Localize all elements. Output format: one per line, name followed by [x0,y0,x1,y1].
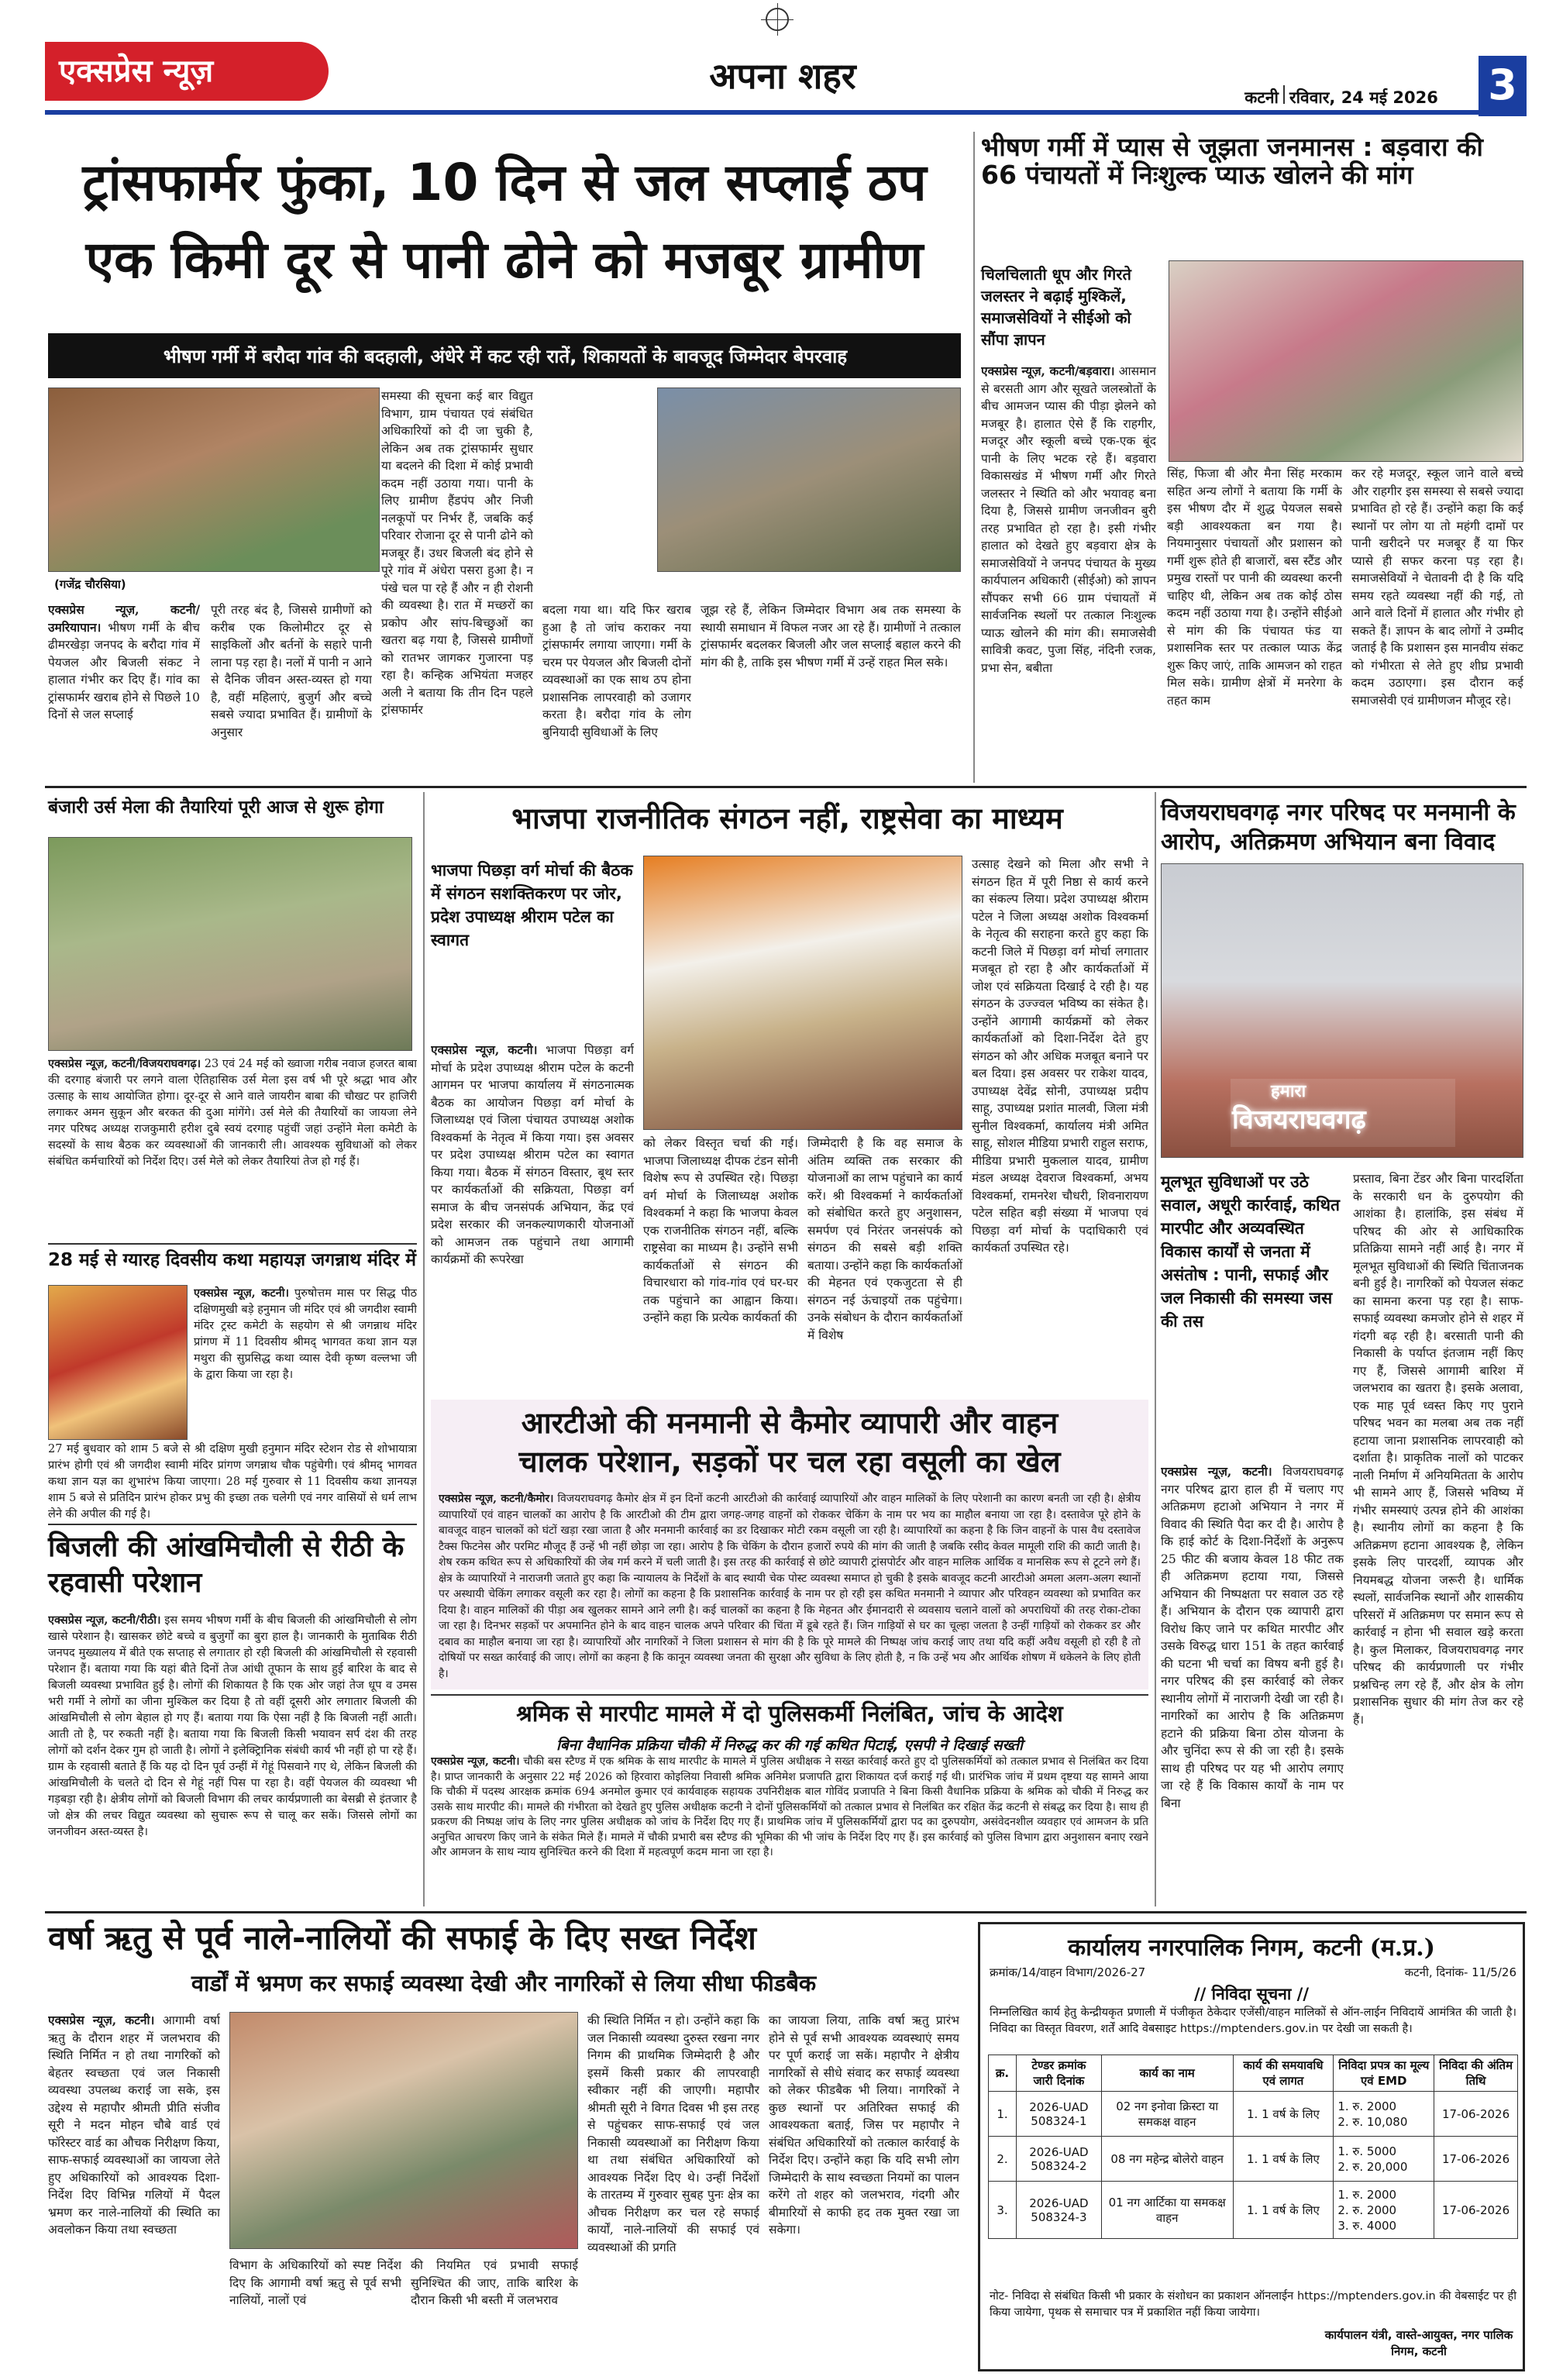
shramik-sub: बिना वैधानिक प्रक्रिया चौकी में निरुद्ध कर की गई कथित पिटाई, एसपी ने दिखाई सख्ती [556,1737,1023,1754]
masthead-rule [45,110,1527,115]
rto-body: विजयराघवगढ़ कैमोर क्षेत्र में इन दिनों कटनी आरटीओ की कार्रवाई व्यापारियों और वाहन मालिकों के लिए परेशानी का कारण बनती जा रही है। क्षेत्रीय व्यापारियों एवं वाहन चालकों का आरोप है कि आरटीओ की टीम द्वारा जगह-जगह वाहनों को रोककर चेकिंग के नाम पर भय का माहौल बनाया जा रहा है। दस्तावेज पूरे होने के बावजूद वाहन चालकों को घंटों खड़ा रखा जाता है और मनमानी कार्रवाई का डर दिखाकर मोटी रकम वसूली जा रही है। व्यापारियों का कहना है कि जिन वाहनों के पास वैध दस्तावेज टैक्स फिटनेस और परमिट मौजूद हैं उन्हें भी नहीं छोड़ा जा रहा। आरोप है कि चेकिंग के दौरान हजारों रुपये की मांग की जाती है जबकि रसीद केवल मामूली राशि की काटी जाती है। शेष रकम कथित रूप से अधिकारियों की जेब गर्म करने में चली जाती है। इस तरह की कार्रवाई से छोटे व्यापारी ट्रांसपोर्टर और वाहन मालिक आर्थिक व मानसिक रूप से टूटने लगे हैं। क्षेत्र के व्यापारियों ने नाराजगी जताते हुए कहा कि न्यायालय के निर्देशों के बाद स्थायी चेक पोस्ट व्यवस्था समाप्त हो चुकी है इसके बावजूद कटनी आरटीओ अमला अलग-अलग स्थानों पर अस्थायी चेकिंग लगाकर वसूली कर रहा है। लोगों का कहना है कि प्रशासनिक कार्रवाई के नाम पर हो रही इस कथित मनमानी ने व्यापार और परिवहन व्यवस्था को प्रभावित कर दिया है। वाहन मालिकों की पीड़ा अब खुलकर सामने आने लगी है। कई चालकों का कहना है कि मेहनत और ईमानदारी से व्यवसाय चलाने वालों को अपराधियों की तरह रोका-टोका जा रहा है। दिनभर सड़कों पर अपमानित होने के बाद वाहन चालक अपने परिवार की चिंता में डूबे रहते हैं। जिन गाड़ियों से घर का चूल्हा जलता है उन्हीं गाड़ियों को रोककर डर और दबाव का माहौल बनाया जा रहा है। व्यापारियों और नागरिकों ने जिला प्रशासन से मांग की है कि पूरे मामले की निष्पक्ष जांच कराई जाए तथा यदि कहीं अवैध वसूली हो रही है तो दोषियों पर सख्त कार्रवाई की जाए। लोगों का कहना है कि कानून व्यवस्था जनता की सुरक्षा और सुविधा के लिए होती है, न कि उन्हें भय और आर्थिक शोषण में धकेलने के लिए होती है। [439,1493,1141,1680]
rto-headline-2: चालक परेशान, सड़कों पर चल रहा वसूली का खेल [518,1445,1061,1479]
badwara-body-col2: सिंह, फिजा बी और मैना सिंह मरकाम सहित अन्य लोगों ने बताया कि गर्मी के इस भीषण दौर में शुद्ध पेयजल सबसे बड़ी आवश्यकता बन गया है। नियमानुसार पंचायतों और प्रशासन को गर्मी शुरू होते ही बाजारों, बस स्टैंड और प्रमुख रास्तों पर पानी की व्यवस्था करनी चाहिए थी, लेकिन अब तक कोई ठोस कदम नहीं उठाया गया है। उन्होंने सीईओ से मांग की कि पंचायत फंड या प्रशासनिक स्तर पर तत्काल प्याऊ केंद्र शुरू किए जाएं, ताकि आमजन को राहत मिल सके। ग्रामीण क्षेत्रों में मनरेगा के तहत काम [1167,467,1342,708]
badwara-headline: भीषण गर्मी में प्यास से जूझता जनमानस : बड़वारा की 66 पंचायतों में निःशुल्क प्याऊ खोलने की मांग [981,132,1483,190]
badwara-body-col3: कर रहे मजदूर, स्कूल जाने वाले बच्चे और राहगीर इस समस्या से सबसे ज्यादा प्रभावित हो रहे हैं। उन्होंने कहा कि कई स्थानों पर लोग या तो महंगी दामों पर पानी खरीदने पर मजबूर हैं या फिर प्यासे ही सफर करना पड़ रहा है। समाजसेवियों ने चेतावनी दी है कि यदि समय रहते व्यवस्था नहीं की गई, तो आने वाले दिनों में हालात और गंभीर हो सकते हैं। ज्ञापन के बाद लोगों ने उम्मीद जताई है कि प्रशासन इस मानवीय संकट को गंभीरता से लेते हुए शीघ्र प्रभावी कदम उठाएगा। इस दौरान कई समाजसेवी एवं ग्रामीणजन मौजूद रहे। [1351,467,1523,708]
lead-body-col4: बदला गया था। यदि फिर खराब हुआ है तो जांच कराकर नया ट्रांसफार्मर लगाया जाएगा। गर्मी के चरम पर पेयजल और बिजली दोनों व्यवस्थाओं का एक साथ ठप होना प्रशासनिक लापरवाही को उजागर करता है। बरौदा गांव के लोग बुनियादी सुविधाओं के लिए [542,603,691,739]
cell-period: 1. 1 वर्ष के लिए [1233,2137,1334,2182]
tender-notice [978,1922,1525,2371]
lead-photo-credit: (गजेंद्र चौरसिया) [54,577,126,591]
cell-tender: 2026-UAD 508324-2 [1016,2137,1101,2182]
nale-body-col3: की स्थिति निर्मित न हो। उन्होंने कहा कि जल निकासी व्यवस्था दुरुस्त रखना नगर निगम की प्राथमिक जिम्मेदारी है और इसमें किसी प्रकार की लापरवाही स्वीकार नहीं की जाएगी। महापौर श्रीमती सूरी ने विगत दिवस भी इस तरह से पहुंचकर साफ-सफाई एवं जल निकासी व्यवस्थाओं का निरीक्षण किया था तथा संबंधित अधिकारियों को आवश्यक निर्देश दिए थे। उन्हीं निर्देशों के तारतम्य में गुरुवार सुबह पुनः क्षेत्र का औचक निरीक्षण कर चल रहे सफाई कार्यों, नाले-नालियों की सफाई एवं व्यवस्थाओं की प्रगति [587,2013,759,2254]
section-title: अपना शहर [709,55,856,97]
shramik-dateline: एक्सप्रेस न्यूज़, कटनी। [431,1755,520,1768]
cell-no: 3. [989,2182,1017,2239]
cell-fee: 1. रु. 2000 2. रु. 10,080 [1334,2092,1434,2137]
vijay-dateline: एक्सप्रेस न्यूज़, कटनी। [1161,1464,1272,1479]
bjp-body-col1: भाजपा पिछड़ा वर्ग मोर्चा के प्रदेश उपाध्यक्ष श्रीराम पटेल के कटनी आगमन पर भाजपा कार्यालय में संगठनात्मक बैठक का आयोजन पिछड़ा वर्ग मोर्चा के जिलाध्यक्ष एवं जिला पंचायत उपाध्यक्ष अशोक विश्वकर्मा के नेतृत्व में किया गया। इस अवसर पर प्रदेश उपाध्यक्ष श्रीराम पटेल का स्वागत किया गया। बैठक में संगठन विस्तार, बूथ स्तर पर कार्यकर्ताओं की सक्रियता, पिछड़ा वर्ग समाज के बीच जनसंपर्क अभियान, केंद्र एवं प्रदेश सरकार की जनकल्याणकारी योजनाओं को आमजन तक पहुंचाने तथा आगामी कार्यक्रमों की रूपरेखा [431,1043,634,1266]
masthead [0,0,1556,116]
bjp-body-col3: जिम्मेदारी है कि वह समाज के अंतिम व्यक्ति तक सरकार की योजनाओं का लाभ पहुंचाने का कार्य करें। श्री विश्वकर्मा ने कार्यकर्ताओं को संबोधित करते हुए अनुशासन, समर्पण एवं निरंतर जनसंपर्क को संगठन की सबसे बड़ी शक्ति बताया। उन्होंने कहा कि कार्यकर्ताओं की मेहनत एवं एकजुटता से ही संगठन नई ऊंचाइयों तक पहुंचेगा। उनके संबोधन के दौरान कार्यकर्ताओं में विशेष [807,1136,962,1342]
bjp-sub: भाजपा पिछड़ा वर्ग मोर्चा की बैठक में संगठन सशक्तिकरण पर जोर, प्रदेश उपाध्यक्ष श्रीराम पटेल का स्वागत [431,861,633,949]
banjari-dateline: एक्सप्रेस न्यूज़, कटनी/विजयराघवगढ़। [48,1057,201,1070]
tender-intro: निम्नलिखित कार्य हेतु केन्द्रीयकृत प्रणाली में पंजीकृत ठेकेदार एजेंसी/वाहन मालिकों से ऑन-लाईन निविदायें आमंत्रित की जाती है। निविदा का विस्तृत विवरण, शर्तें आदि वेबसाइट https://mptenders.gov.in पर देखी जा सकती है। [990,2006,1516,2035]
shramik-body: चौकी बस स्टैण्ड में एक श्रमिक के साथ मारपीट के मामले में पुलिस अधीक्षक ने सख्त कार्रवाई करते हुए दो पुलिसकर्मियों को तत्काल प्रभाव से निलंबित कर दिया है। प्राप्त जानकारी के अनुसार 22 मई 2026 को हिरवारा कोइलिया निवासी श्रमिक अनिमेश प्रजापति द्वारा शिकायत दर्ज कराई गई थी। प्रारंभिक जांच में प्रथम दृष्टया यह सामने आया कि चौकी में पदस्थ आरक्षक क्रमांक 694 अनमोल कुमार एवं कार्यवाहक सहायक उपनिरीक्षक बाल गोविंद प्रजापति ने बिना किसी वैधानिक प्रक्रिया के श्रमिक को चौकी में निरुद्ध कर उसके साथ मारपीट की। मामले की गंभीरता को देखते हुए पुलिस अधीक्षक कटनी ने दोनों पुलिसकर्मियों को तत्काल प्रभाव से निलंबित कर रक्षित केंद्र कटनी से संबद्ध कर दिया है। साथ ही प्रकरण की निष्पक्ष जांच के लिए नगर पुलिस अधीक्षक को जांच के निर्देश दिए गए हैं। प्राथमिक जांच में पुलिसकर्मियों द्वारा पद का दुरुपयोग, असंवेदनशील व्यवहार एवं आमजन के प्रति अनुचित आचरण किए जाने के संकेत मिले हैं। मामले में चौकी प्रभारी बस स्टैण्ड की भूमिका की भी जांच के निर्देश दिए गए हैं। इस कार्रवाई को पुलिस विभाग द्वारा अनुशासन बनाए रखने और आमजन के साथ न्याय सुनिश्चित करने की दिशा में महत्वपूर्ण कदम माना जा रहा है। [431,1755,1148,1858]
masthead-city: कटनी [1244,88,1279,107]
rto-dateline: एक्सप्रेस न्यूज़, कटनी/कैमोर। [439,1493,554,1505]
col-header: निविदा की अंतिम तिथि [1434,2055,1518,2092]
vijay-body-col2: प्रस्ताव, बिना टेंडर और बिना पारदर्शिता के सरकारी धन के दुरुपयोग की आशंका है। हालांकि, इस संबंध में परिषद की ओर से आधिकारिक प्रतिक्रिया सामने नहीं आई है। नगर में मूलभूत सुविधाओं की स्थिति चिंताजनक बनी हुई है। नागरिकों को पेयजल संकट का सामना करना पड़ रहा है। साफ-सफाई व्यवस्था कमजोर होने से शहर में गंदगी बढ़ रही है। बरसाती पानी की निकासी के पर्याप्त इंतजाम नहीं किए गए हैं, जिससे आगामी बारिश में जलभराव का खतरा है। इसके अलावा, एक माह पूर्व ध्वस्त किए गए पुराने परिषद भवन का मलबा अब तक नहीं हटाया जाना प्रशासनिक लापरवाही को दर्शाता है। प्राकृतिक नालों को पाटकर नाली निर्माण में अनियमितता के आरोप भी सामने आए हैं, जिससे भविष्य में गंभीर समस्याएं उत्पन्न होने की आशंका है। स्थानीय लोगों का कहना है कि अतिक्रमण हटाना आवश्यक है, लेकिन इसके लिए पारदर्शी, व्यापक और नियमबद्ध योजना जरूरी है। धार्मिक स्थलों, सार्वजनिक स्थानों और शासकीय परिसरों में अतिक्रमण पर समान रूप से कार्रवाई न होना भी सवाल खड़े करता है। कुल मिलाकर, विजयराघवगढ़ नगर परिषद की कार्यप्रणाली पर गंभीर प्रश्नचिन्ह लग रहे हैं, और क्षेत्र के लोग प्रशासनिक सुधार की मांग तेज कर रहे हैं। [1353,1172,1523,1727]
page-number: 3 [1488,60,1517,109]
tender-table [988,2055,1518,2239]
bijli-body: इस समय भीषण गर्मी के बीच बिजली की आंखमिचौली से लोग खासे परेशान है। खासकर छोटे बच्चे व बुजुर्गों का बुरा हाल है। जानकारी के मुताबिक रीठी जनपद मुख्यालय में बीते एक सप्ताह से लगातार हो रही बिजली की आंखमिचौली से रहवासी परेशान हैं। बताया गया कि यहां बीते दिनों तेज आंधी तूफान के साथ हुई बारिश के बाद से बिजली व्यवस्था प्रभावित हुई है। लोगों की शिकायत है कि एक ओर जहां तेज धूप व उमस भरी गर्मी ने लोगों का जीना मुश्किल कर दिया है तो वहीं दूसरी ओर लगातार बिजली की आंखमिचौली से लोग बेहाल हो गए हैं। बताया गया कि ऐसा नहीं है कि बिजली नहीं आती। आती तो है, पर रुकती नहीं है। बताया गया कि बिजली किसी भयावन सर्प दंश की तरह लोगों को दर्शन देकर गुम हो जाती है। लोगों ने इलेक्ट्रिानिक संबंधी कार्य भी नहीं हो पा रहे हैं। ग्राम के रहवासी बताते हैं कि यह दो दिन पूर्व उन्हीं में गेहूं पिसवाने गए थे, लेकिन बिजली की आंखमिचौली के चलते दो दिन से गेहूं नहीं पिस पा रहा है। वहीं पेयजल की व्यवस्था भी गड़बड़ा रही है। क्षेत्रीय लोगों को बिजली विभाग की लचर कार्यप्रणाली का बेसब्री से इंतजार है जो क्षेत्र की लचर विद्युत व्यवस्था को सुचारू रूप से चालू कर सकें। जिससे लोगों का जनजीवन अस्त-व्यस्त है। [48,1614,417,1838]
bjp-headline: भाजपा राजनीतिक संगठन नहीं, राष्ट्रसेवा का माध्यम [511,801,1063,835]
tender-ref-left: क्रमांक/14/वाहन विभाग/2026-27 [990,1965,1146,1979]
katha-photo [48,1285,188,1440]
katha-dateline: एक्सप्रेस न्यूज़, कटनी। [194,1286,289,1300]
lead-photo-2 [657,387,961,572]
lead-headline-1: ट्रांसफार्मर फुंका, 10 दिन से जल सप्लाई ठप [82,153,927,212]
nale-body-col4: का जायजा लिया, ताकि वर्षा ऋतु प्रारंभ होने से पूर्व सभी आवश्यक व्यवस्थाएं समय पर पूर्ण कराई जा सकें। महापौर ने क्षेत्रीय नागरिकों से सीधे संवाद कर सफाई व्यवस्था को लेकर फीडबैक भी लिया। नागरिकों ने कुछ स्थानों पर अतिरिक्त सफाई की आवश्यकता बताई, जिस पर महापौर ने संबंधित अधिकारियों को तत्काल कार्रवाई के निर्देश दिए। उन्होंने कहा कि यदि सभी लोग जिम्मेदारी के साथ स्वच्छता नियमों का पालन करेंगे तो शहर को जलभराव, गंदगी और बीमारियों से काफी हद तक मुक्त रखा जा सकेगा। [769,2013,959,2237]
vijay-body-col1: विजयराघवगढ़ नगर परिषद द्वारा हाल ही में चलाए गए अतिक्रमण हटाओ अभियान ने नगर में विवाद की स्थिति पैदा कर दी है। आरोप है कि हाई कोर्ट के दिशा-निर्देशों के अनुरूप 25 फीट की बजाय केवल 18 फीट तक ही अतिक्रमण हटाया गया, जिससे अभियान की निष्पक्षता पर सवाल उठ रहे हैं। अभियान के दौरान एक व्यापारी द्वारा विरोध किए जाने पर कथित मारपीट और उसके विरुद्ध धारा 151 के तहत कार्रवाई की घटना भी चर्चा का विषय बनी हुई है। नगर परिषद की इस कार्रवाई को लेकर स्थानीय लोगों में नाराजगी देखी जा रही है। नागरिकों का आरोप है कि अतिक्रमण हटाने की प्रक्रिया बिना ठोस योजना के और चुनिंदा रूप से की जा रही है। इसके साथ ही परिषद पर यह भी आरोप लगाए जा रहे हैं कि विकास कार्यों के नाम पर बिना [1161,1465,1344,1810]
lead-body-col1: भीषण गर्मी के बीच ढीमरखेड़ा जनपद के बरौदा गांव में पेयजल और बिजली संकट ने हालात गंभीर कर दिए हैं। गांव का ट्रांसफार्मर खराब होने से पिछले 10 दिनों से जल सप्लाई [48,620,200,722]
bjp-photo [643,856,962,1130]
vijay-sub: मूलभूत सुविधाओं पर उठे सवाल, अधूरी कार्रवाई, कथित मारपीट और अव्यवस्थित विकास कार्यों से जनता में असंतोष : पानी, सफाई और जल निकासी की समस्या जस की तस [1161,1173,1340,1331]
cell-work: 08 नग महेन्द्र बोलेरो वाहन [1101,2137,1233,2182]
bijli-headline: बिजली की आंखमिचौली से रीठी के रहवासी परेशान [48,1531,404,1599]
masthead-date: रविवार, 24 मई 2026 [1289,88,1438,107]
vijay-sign-big: विजयराघवगढ़ [1232,1104,1366,1135]
tender-signature: कार्यपालन यंत्री, वास्ते-आयुक्त, नगर पालिक निगम, कटनी [1324,2328,1513,2358]
bijli-dateline: एक्सप्रेस न्यूज़, कटनी/रीठी। [48,1614,161,1627]
tender-note: नोट- निविदा से संबंधित किसी भी प्रकार के संशोधन का प्रकाशन ऑनलाईन https://mptenders.gov.in की वेबसाईट पर ही किया जायेगा, पृथक से समाचार पत्र में प्रकाशित नहीं किया जायेगा। [990,2290,1516,2319]
badwara-body-col1: आसमान से बरसती आग और सूखते जलस्त्रोतों के बीच आमजन प्यास की पीड़ा झेलने को मजबूर है। हालात ऐसे हैं कि राहगीर, मजदूर और स्कूली बच्चे एक-एक बूंद पानी के लिए भटक रहे हैं। बड़वारा विकासखंड में भीषण गर्मी और गिरते जलस्तर ने स्थिति को और भयावह बना दिया है, जिससे ग्रामीण जनजीवन बुरी तरह प्रभावित हो रहा है। इसी गंभीर हालात को देखते हुए बड़वारा क्षेत्र के समाजसेवियों ने जनपद पंचायत के मुख्य कार्यपालन अधिकारी (सीईओ) को ज्ञापन सौंपकर सभी 66 ग्राम पंचायतों में सार्वजनिक स्थलों पर तत्काल निःशुल्क प्याऊ खोलने की मांग की। समाजसेवी सावित्री कवट, पुजा सिंह, नंदिनी रजक, प्रभा सेन, बबीता [981,364,1156,675]
katha-headline: 28 मई से ग्यारह दिवसीय कथा महायज्ञ जगन्नाथ मंदिर में [48,1250,417,1270]
col-header: टेण्डर क्रमांक जारी दिनांक [1016,2055,1101,2092]
cell-tender: 2026-UAD 508324-1 [1016,2092,1101,2137]
nale-headline: वर्षा ऋतु से पूर्व नाले-नालियों की सफाई के दिए सख्त निर्देश [48,1919,756,1957]
badwara-dateline: एक्सप्रेस न्यूज़, कटनी/बड़वारा। [981,363,1115,378]
lead-strap: भीषण गर्मी में बरौदा गांव की बदहाली, अंधेरे में कट रही रातें, शिकायतों के बावजूद जिम्मेदार बेपरवाह [163,346,848,367]
cell-work: 02 नग इनोवा क्रिस्टा या समकक्ष वाहन [1101,2092,1233,2137]
cell-work: 01 नग आर्टिका या समकक्ष वाहन [1101,2182,1233,2239]
banjari-body: 23 एवं 24 मई को ख्वाजा गरीब नवाज हजरत बाबा की दरगाह बंजारी पर लगने वाला ऐतिहासिक उर्स मेला इस वर्ष भी पूरे श्रद्धा भाव और उत्साह के साथ आयोजित होगा। दूर-दूर से आने वाले जायरीन बाबा की चौखट पर हाजिरी लगाकर अमन सुकून और बरकत की दुआ मांगेंगे। उर्स मेले की तैयारियों का जायजा लेने नगर परिषद अध्यक्ष राजकुमारी हरीश दुबे स्वयं दरगाह पहुंचीं जहां उन्होंने मेला कमेटी के सदस्यों के साथ बैठक कर व्यवस्थाओं की जानकारी ली। आवश्यक सुविधाओं को लेकर संबंधित कर्मचारियों को निर्देश दिए। उर्स मेले को लेकर तैयारियां तेज हो गई हैं। [48,1058,417,1168]
nale-photo [229,2012,578,2249]
cell-no: 1. [989,2092,1017,2137]
lead-photo-1 [48,387,380,572]
katha-body-1: पुरुषोत्तम मास पर सिद्ध पीठ दक्षिणमुखी बड़े हनुमान जी मंदिर एवं श्री जगदीश स्वामी मंदिर ट्रस्ट कमेटी के सहयोग से श्री जगन्नाथ मंदिर प्रांगण में 11 दिवसीय श्रीमद् भागवत कथा ज्ञान यज्ञ मथुरा की सुप्रसिद्ध कथा व्यास देवी कृष्ण वल्लभा जी के द्वारा किया जा रहा है। [194,1287,417,1381]
cell-fee: 1. रु. 5000 2. रु. 20,000 [1334,2137,1434,2182]
badwara-photo [1169,260,1523,462]
cell-last-date: 17-06-2026 [1434,2092,1518,2137]
bjp-body-col4: उत्साह देखने को मिला और सभी ने संगठन हित में पूरी निष्ठा से कार्य करने का संकल्प लिया। प्रदेश उपाध्यक्ष श्रीराम पटेल ने जिला अध्यक्ष अशोक विश्वकर्मा के नेतृत्व की सराहना करते हुए कहा कि कटनी जिले में पिछड़ा वर्ग मोर्चा लगातार मजबूत हो रहा है और कार्यकर्ताओं में जोश एवं सक्रियता दिखाई दे रही है। यह संगठन के उज्ज्वल भविष्य का संकेत है। उन्होंने आगामी कार्यक्रमों को लेकर कार्यकर्ताओं को दिशा-निर्देश देते हुए संगठन को और अधिक मजबूत बनाने पर बल दिया। इस अवसर पर राकेश यादव, उपाध्यक्ष देवेंद्र सोनी, उपाध्यक्ष प्रदीप साहू, उपाध्यक्ष प्रशांत मालवी, जिला मंत्री सुनील विश्वकर्मा, कार्यालय मंत्री अमित साहू, सोशल मीडिया प्रभारी राहुल सराफ, मीडिया प्रभारी मुकलाल यादव, ग्रामीण मंडल अध्यक्ष देवराज विश्वकर्मा, अभय विश्वकर्मा, रामनरेश चौधरी, शिवनारायण पटेल सहित बड़ी संख्या में भाजपा एवं पिछड़ा वर्ग मोर्चा के पदाधिकारी एवं कार्यकर्ता उपस्थित रहे। [972,857,1148,1255]
cell-last-date: 17-06-2026 [1434,2182,1518,2239]
cell-fee: 1. रु. 2000 2. रु. 2000 3. रु. 4000 [1334,2182,1434,2239]
tender-table-header [989,2055,1518,2092]
vijay-headline: विजयराघवगढ़ नगर परिषद पर मनमानी के आरोप, अतिक्रमण अभियान बना विवाद [1161,799,1516,856]
table-row [989,2137,1518,2182]
bjp-dateline: एक्सप्रेस न्यूज़, कटनी। [431,1042,538,1057]
banjari-headline: बंजारी उर्स मेला की तैयारियां पूरी आज से शुरू होगा [48,797,384,818]
cell-period: 1. 1 वर्ष के लिए [1233,2182,1334,2239]
brand-logo: एक्सप्रेस न्यूज़ [59,53,214,89]
cell-period: 1. 1 वर्ष के लिए [1233,2092,1334,2137]
lead-body-col3: समस्या की सूचना कई बार विद्युत विभाग, ग्राम पंचायत एवं संबंधित अधिकारियों को दी जा चुकी है, लेकिन अब तक ट्रांसफार्मर सुधार या बदलने की दिशा में कोई प्रभावी कदम नहीं उठाया गया। पानी के लिए ग्रामीण हैंडपंप और निजी नलकूपों पर निर्भर हैं, जबकि कई परिवार रोजाना दूर से पानी ढोने को मजबूर हैं। उधर बिजली बंद होने से पूरे गांव में अंधेरा पसरा हुआ है। न पंखे चल पा रहे हैं और न ही रोशनी की व्यवस्था है। रात में मच्छरों का प्रकोप और सांप-बिच्छुओं का खतरा बढ़ गया है, जिससे ग्रामीणों को रातभर जागकर गुजारना पड़ रहा है। कन्हिक अभियंता मजहर अली ने बताया कि तीन दिन पहले ट्रांसफार्मर [381,389,533,717]
table-row [989,2182,1518,2239]
nale-body-col1: आगामी वर्षा ऋतु के दौरान शहर में जलभराव की स्थिति निर्मित न हो तथा नागरिकों को बेहतर स्वच्छता एवं जल निकासी व्यवस्था उपलब्ध कराई जा सके, इस उद्देश्य से महापौर श्रीमती प्रीति संजीव सूरी ने मदन मोहन चौबे वार्ड एवं फॉरेस्टर वार्ड का औचक निरीक्षण किया, साफ-सफाई व्यवस्थाओं का जायजा लेते हुए अधिकारियों को आवश्यक दिशा-निर्देश दिए विभिन्न गलियों में पैदल भ्रमण कर नाले-नालियों की स्थिति का अवलोकन किया तथा स्वच्छता [48,2013,220,2237]
vijay-sign-small: हमारा [1271,1082,1306,1101]
tender-office: कार्यालय नगरपालिक निगम, कटनी (म.प्र.) [1068,1934,1435,1962]
tender-ref-right: कटनी, दिनांक- 11/5/26 [1404,1965,1516,1979]
banjari-photo [48,837,412,1051]
lead-headline-2: एक किमी दूर से पानी ढोने को मजबूर ग्रामीण [85,230,924,290]
nale-sub: वार्डों में भ्रमण कर सफाई व्यवस्था देखी और नागरिकों से लिया सीधा फीडबैक [191,1970,817,1996]
nale-body-col2b: की नियमित एवं प्रभावी सफाई सुनिश्चित की जाए, ताकि बारिश के दौरान किसी भी बस्ती में जलभराव [411,2258,578,2307]
nale-body-col2: विभाग के अधिकारियों को स्पष्ट निर्देश दिए कि आगामी वर्षा ऋतु से पूर्व सभी नालियों, नालों एवं [229,2258,401,2307]
shramik-headline: श्रमिक से मारपीट मामले में दो पुलिसकर्मी निलंबित, जांच के आदेश [516,1700,1063,1727]
badwara-sub: चिलचिलाती धूप और गिरते जलस्तर ने बढ़ाई मुश्किलें, समाजसेवियों ने सीईओ को सौंपा ज्ञापन [981,265,1131,349]
col-header: निविदा प्रपत्र का मूल्य एवं EMD [1334,2055,1434,2092]
col-header: क्र. [989,2055,1017,2092]
cell-last-date: 17-06-2026 [1434,2137,1518,2182]
tender-title: // निविदा सूचना // [1193,1985,1310,2003]
col-header: कार्य का नाम [1101,2055,1233,2092]
col-header: कार्य की समयावधि एवं लागत [1233,2055,1334,2092]
table-row [989,2092,1518,2137]
cell-no: 2. [989,2137,1017,2182]
cell-tender: 2026-UAD 508324-3 [1016,2182,1101,2239]
rto-headline-1: आरटीओ की मनमानी से कैमोर व्यापारी और वाहन [521,1406,1059,1440]
bjp-body-col2: को लेकर विस्तृत चर्चा की गई। भाजपा जिलाध्यक्ष दीपक टंडन सोनी विशेष रूप से उपस्थित रहे। पिछड़ा वर्ग मोर्चा के जिलाध्यक्ष अशोक विश्वकर्मा ने कहा कि भाजपा केवल एक राजनीतिक संगठन नहीं, बल्कि राष्ट्रसेवा का माध्यम है। उन्होंने सभी कार्यकर्ताओं से संगठन की विचारधारा को गांव-गांव एवं घर-घर तक पहुंचाने का आह्वान किया। उन्होंने कहा कि प्रत्येक कार्यकर्ता की [643,1136,798,1324]
lead-body-col2: पूरी तरह बंद है, जिससे ग्रामीणों को करीब एक किलोमीटर दूर से साइकिलों और बर्तनों के सहारे पानी लाना पड़ रहा है। नलों में पानी न आने से दैनिक जीवन अस्त-व्यस्त हो गया है, वहीं महिलाएं, बुजुर्ग और बच्चे सबसे ज्यादा प्रभावित हैं। ग्रामीणों के अनुसार [211,603,372,739]
nale-dateline: एक्सप्रेस न्यूज़, कटनी। [48,2013,155,2027]
lead-dateline: एक्सप्रेस न्यूज़, कटनी/ उमरियापान। [48,602,200,635]
katha-body-2: 27 मई बुधवार को शाम 5 बजे से श्री दक्षिण मुखी हनुमान मंदिर स्टेशन रोड से शोभायात्रा प्रारंभ होगी एवं श्री जगदीश स्वामी मंदिर प्रांगण जगन्नाथ चौक पहुंचेगी। एवं श्रीमद् भागवत कथा ज्ञान यज्ञ का शुभारंभ किया जाएगा। 28 मई गुरुवार से 11 दिवसीय कथा ज्ञानयज्ञ शाम 5 बजे से प्रतिदिन प्रारंभ होकर प्रभु की इच्छा तक चलेगी एवं नगर वासियों से धर्म लाभ लेने की अपील की गई है। [48,1443,417,1521]
lead-body-col5: जूझ रहे हैं, लेकिन जिम्मेदार विभाग अब तक समस्या के स्थायी समाधान में विफल नजर आ रहे हैं। ग्रामीणों ने तत्काल ट्रांसफार्मर बदलकर बिजली और जल सप्लाई बहाल करने की मांग की है, ताकि इस भीषण गर्मी में उन्हें राहत मिल सके। [701,603,961,670]
